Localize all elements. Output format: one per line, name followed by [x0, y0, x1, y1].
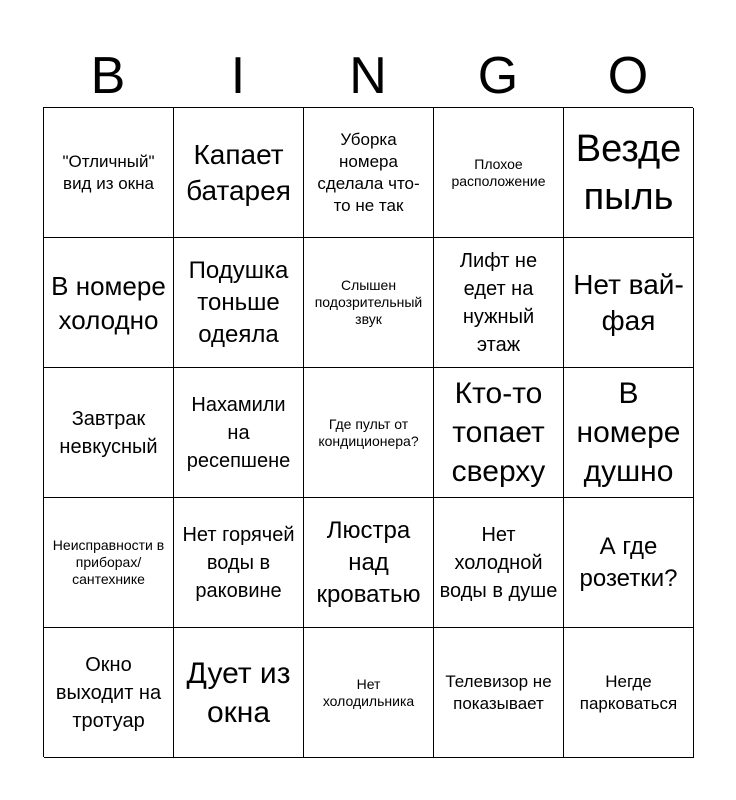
bingo-cell-text: Нахамили на ресепшене: [186, 393, 291, 472]
bingo-cell-r2c1[interactable]: [44, 238, 174, 368]
bingo-cell-r2c2[interactable]: [174, 238, 304, 368]
bingo-cell-r4c2[interactable]: [174, 498, 304, 628]
bingo-cell-text: Неисправности в приборах/ сантехнике: [52, 537, 165, 587]
bingo-cell-text: Нет горячей воды в раковине: [182, 523, 295, 602]
bingo-cell-text: Кто-то топает сверху: [451, 377, 546, 488]
bingo-cell-text: Где пульт от кондиционера?: [318, 415, 419, 449]
bingo-cell-text: Лифт не едет на нужный этаж: [459, 249, 538, 356]
bingo-cell-r3c1[interactable]: [44, 368, 174, 498]
bingo-cell-r5c2[interactable]: [174, 628, 304, 758]
bingo-cell-r1c4[interactable]: [434, 108, 564, 238]
bingo-cell-text: Завтрак невкусный: [59, 407, 158, 458]
bingo-cell-r1c2[interactable]: [174, 108, 304, 238]
bingo-cell-text: Слышен подозрительный звук: [314, 277, 423, 327]
bingo-cell-r5c5[interactable]: [564, 628, 694, 758]
bingo-cell-text: Нет холодной воды в душе: [439, 523, 558, 602]
bingo-cell-r4c1[interactable]: [44, 498, 174, 628]
bingo-cell-r5c1[interactable]: [44, 628, 174, 758]
bingo-cell-text: Нет вай-фая: [573, 268, 684, 336]
bingo-cell-text: Подушка тоньше одеяла: [188, 256, 289, 348]
bingo-cell-r4c3[interactable]: [304, 498, 434, 628]
bingo-cell-r5c4[interactable]: [434, 628, 564, 758]
bingo-cell-text: Телевизор не показывает: [445, 671, 552, 713]
bingo-cell-text: А где розетки?: [579, 532, 678, 592]
bingo-cell-r2c4[interactable]: [434, 238, 564, 368]
bingo-cell-r1c5[interactable]: [564, 108, 694, 238]
bingo-card-grid: [43, 107, 693, 757]
header-letter-i: I: [230, 47, 246, 105]
bingo-cell-text: Люстра над кроватью: [316, 516, 421, 608]
bingo-cell-text: Дует из окна: [186, 656, 291, 729]
bingo-cell-text: В номере холодно: [51, 270, 166, 335]
header-letter-g: G: [477, 47, 519, 105]
bingo-cell-text: Нет холодильника: [322, 675, 415, 709]
bingo-cell-r1c1[interactable]: [44, 108, 174, 238]
bingo-cell-r2c3[interactable]: [304, 238, 434, 368]
bingo-cell-r2c5[interactable]: [564, 238, 694, 368]
bingo-cell-text: В номере душно: [576, 377, 681, 488]
header-letter-b: B: [90, 47, 126, 105]
header-letter-o: O: [607, 47, 649, 105]
bingo-cell-r3c4[interactable]: [434, 368, 564, 498]
bingo-cell-text: "Отличный" вид из окна: [62, 151, 155, 193]
bingo-cell-text: Везде пыль: [575, 127, 682, 218]
bingo-cell-r5c3[interactable]: [304, 628, 434, 758]
bingo-cell-r4c4[interactable]: [434, 498, 564, 628]
bingo-cell-text: Уборка номера сделала что-то не так: [317, 129, 420, 215]
bingo-cell-text: Негде парковаться: [579, 671, 678, 713]
bingo-cell-r3c2[interactable]: [174, 368, 304, 498]
bingo-cell-r1c3[interactable]: [304, 108, 434, 238]
bingo-cell-r4c5[interactable]: [564, 498, 694, 628]
bingo-cell-r3c5[interactable]: [564, 368, 694, 498]
header-letter-n: N: [349, 47, 387, 105]
bingo-cell-text: Плохое расположение: [451, 155, 546, 189]
bingo-header: [43, 44, 693, 108]
bingo-cell-r3c3[interactable]: [304, 368, 434, 498]
bingo-cell-text: Капает батарея: [186, 138, 291, 206]
bingo-cell-text: Окно выходит на тротуар: [55, 653, 162, 732]
